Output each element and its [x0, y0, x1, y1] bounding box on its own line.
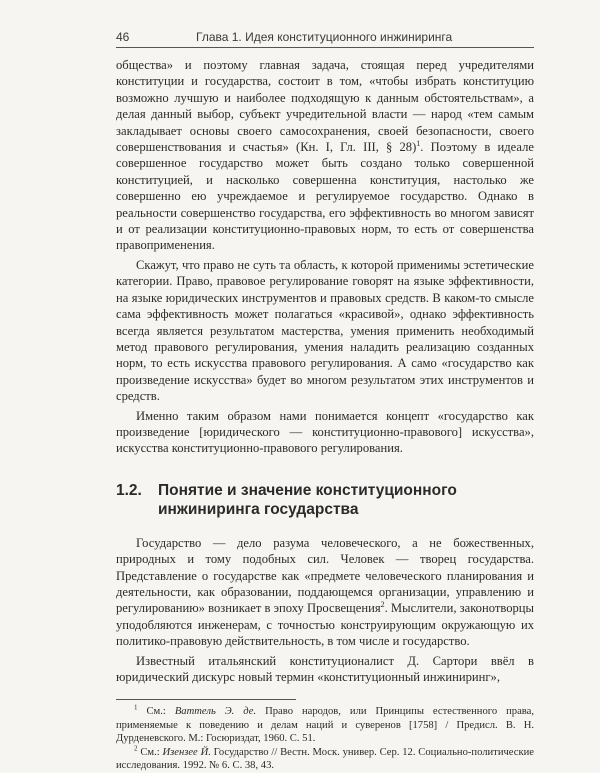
paragraph-1-text: общества» и поэтому главная задача, стоящая перед учредителями конституции и государства, состоит в том, «чтобы избрать конституцию возможно лучшую и наиболее подходящую к данным обстоятельствам», а делая данный выбор, субъект учредительной власти — народ «тем самым закладывает основы своего самосохранения, своей безопасности, своего совершенствования и счастья» (Кн. I, Гл. III, § 28) — [116, 58, 534, 155]
section-number: 1.2. — [116, 481, 142, 499]
footnote-mark: 1 — [134, 703, 138, 712]
footnote-ref-2: 2 — [380, 600, 385, 610]
footnote-author: Ваттель Э. де. — [174, 706, 257, 718]
section-title: Понятие и значение конституционного инжиниринга государства — [158, 481, 457, 518]
footnote-text: Право народов, или Принципы естественного права, применяемые к поведению и делам наций и суверенов [1758] / Предисл. В. Н. Дурденевского. М.: Госюриздат, 1960. С. 51. — [116, 706, 535, 745]
paragraph-1-text-cont: . Поэтому в идеале совершенное государство может быть создано только совершенной конституцией, и насколько совершенна конституция, настолько же совершенно ею учреждаемое и регулируемое государство. Однако в реальности совершенство государства, его эффективность во многом зависят и от реализации конституционно-правовых норм, то есть от совершенства правоприменения. — [116, 140, 534, 253]
paragraph-3: Именно таким образом нами понимается концепт «государство как произведение [юридического — конституционно-правового] искусства», искусства конституционно-правового регулирования. — [116, 408, 534, 456]
running-header — [116, 30, 534, 48]
section-heading — [116, 481, 534, 519]
footnote-author: Изензее Й. — [162, 746, 211, 758]
footnote-divider — [116, 699, 296, 700]
page-number: 46 — [116, 30, 130, 44]
footnote-prefix: См.: — [146, 706, 175, 718]
paragraph-2: Скажут, что право не суть та область, к которой применимы эстетические категории. Право, правовое регулирование говорят на языке эффективности, на языке юридических инструментов и правовых средств. В каком-то смысле сама эффективность может полагаться «красивой», однако эффективность всегда является результатом мастерства, умения применить необходимый метод правового регулирования, умения наладить реализацию созданных норм, то есть искусства правового регулирования. А само «государство как произведение искусства» будет во многом результатом этих инструментов и средств. — [116, 257, 534, 404]
footnote-prefix: См.: — [140, 746, 163, 758]
paragraph-4-text-cont: . Мыслители, законотворцы уподобляются инженерам, с точностью конструирующим окружающую их политико-правовую действительность, в том числе и государство. — [116, 601, 534, 649]
paragraph-4 — [116, 535, 534, 650]
paragraph-4-text: Государство — дело разума человеческого, а не божественных, природных и тому подобных сил. Человек — творец государства. Представление о государстве как «предмете человеческого планирования и деятельности, как образовании, поддающемся организации, управлению и регулированию» возникает в эпоху Просвещения — [116, 535, 534, 616]
footnote-ref-1: 1 — [416, 138, 421, 148]
running-title: Глава 1. Идея конституционного инжиниринга — [196, 30, 453, 44]
footnote-mark: 2 — [134, 744, 138, 753]
paragraph-5: Известный итальянский конституционалист Д. Сартори ввёл в юридический дискурс новый термин «конституционный инжиниринг», — [116, 653, 534, 684]
footnote-1 — [116, 705, 534, 746]
footnote-text: Государство // Вестн. Моск. универ. Сер. 12. Социально-политические исследования. 1992. № 6. С. 38, 43. — [116, 746, 534, 772]
paragraph-1 — [116, 57, 534, 254]
